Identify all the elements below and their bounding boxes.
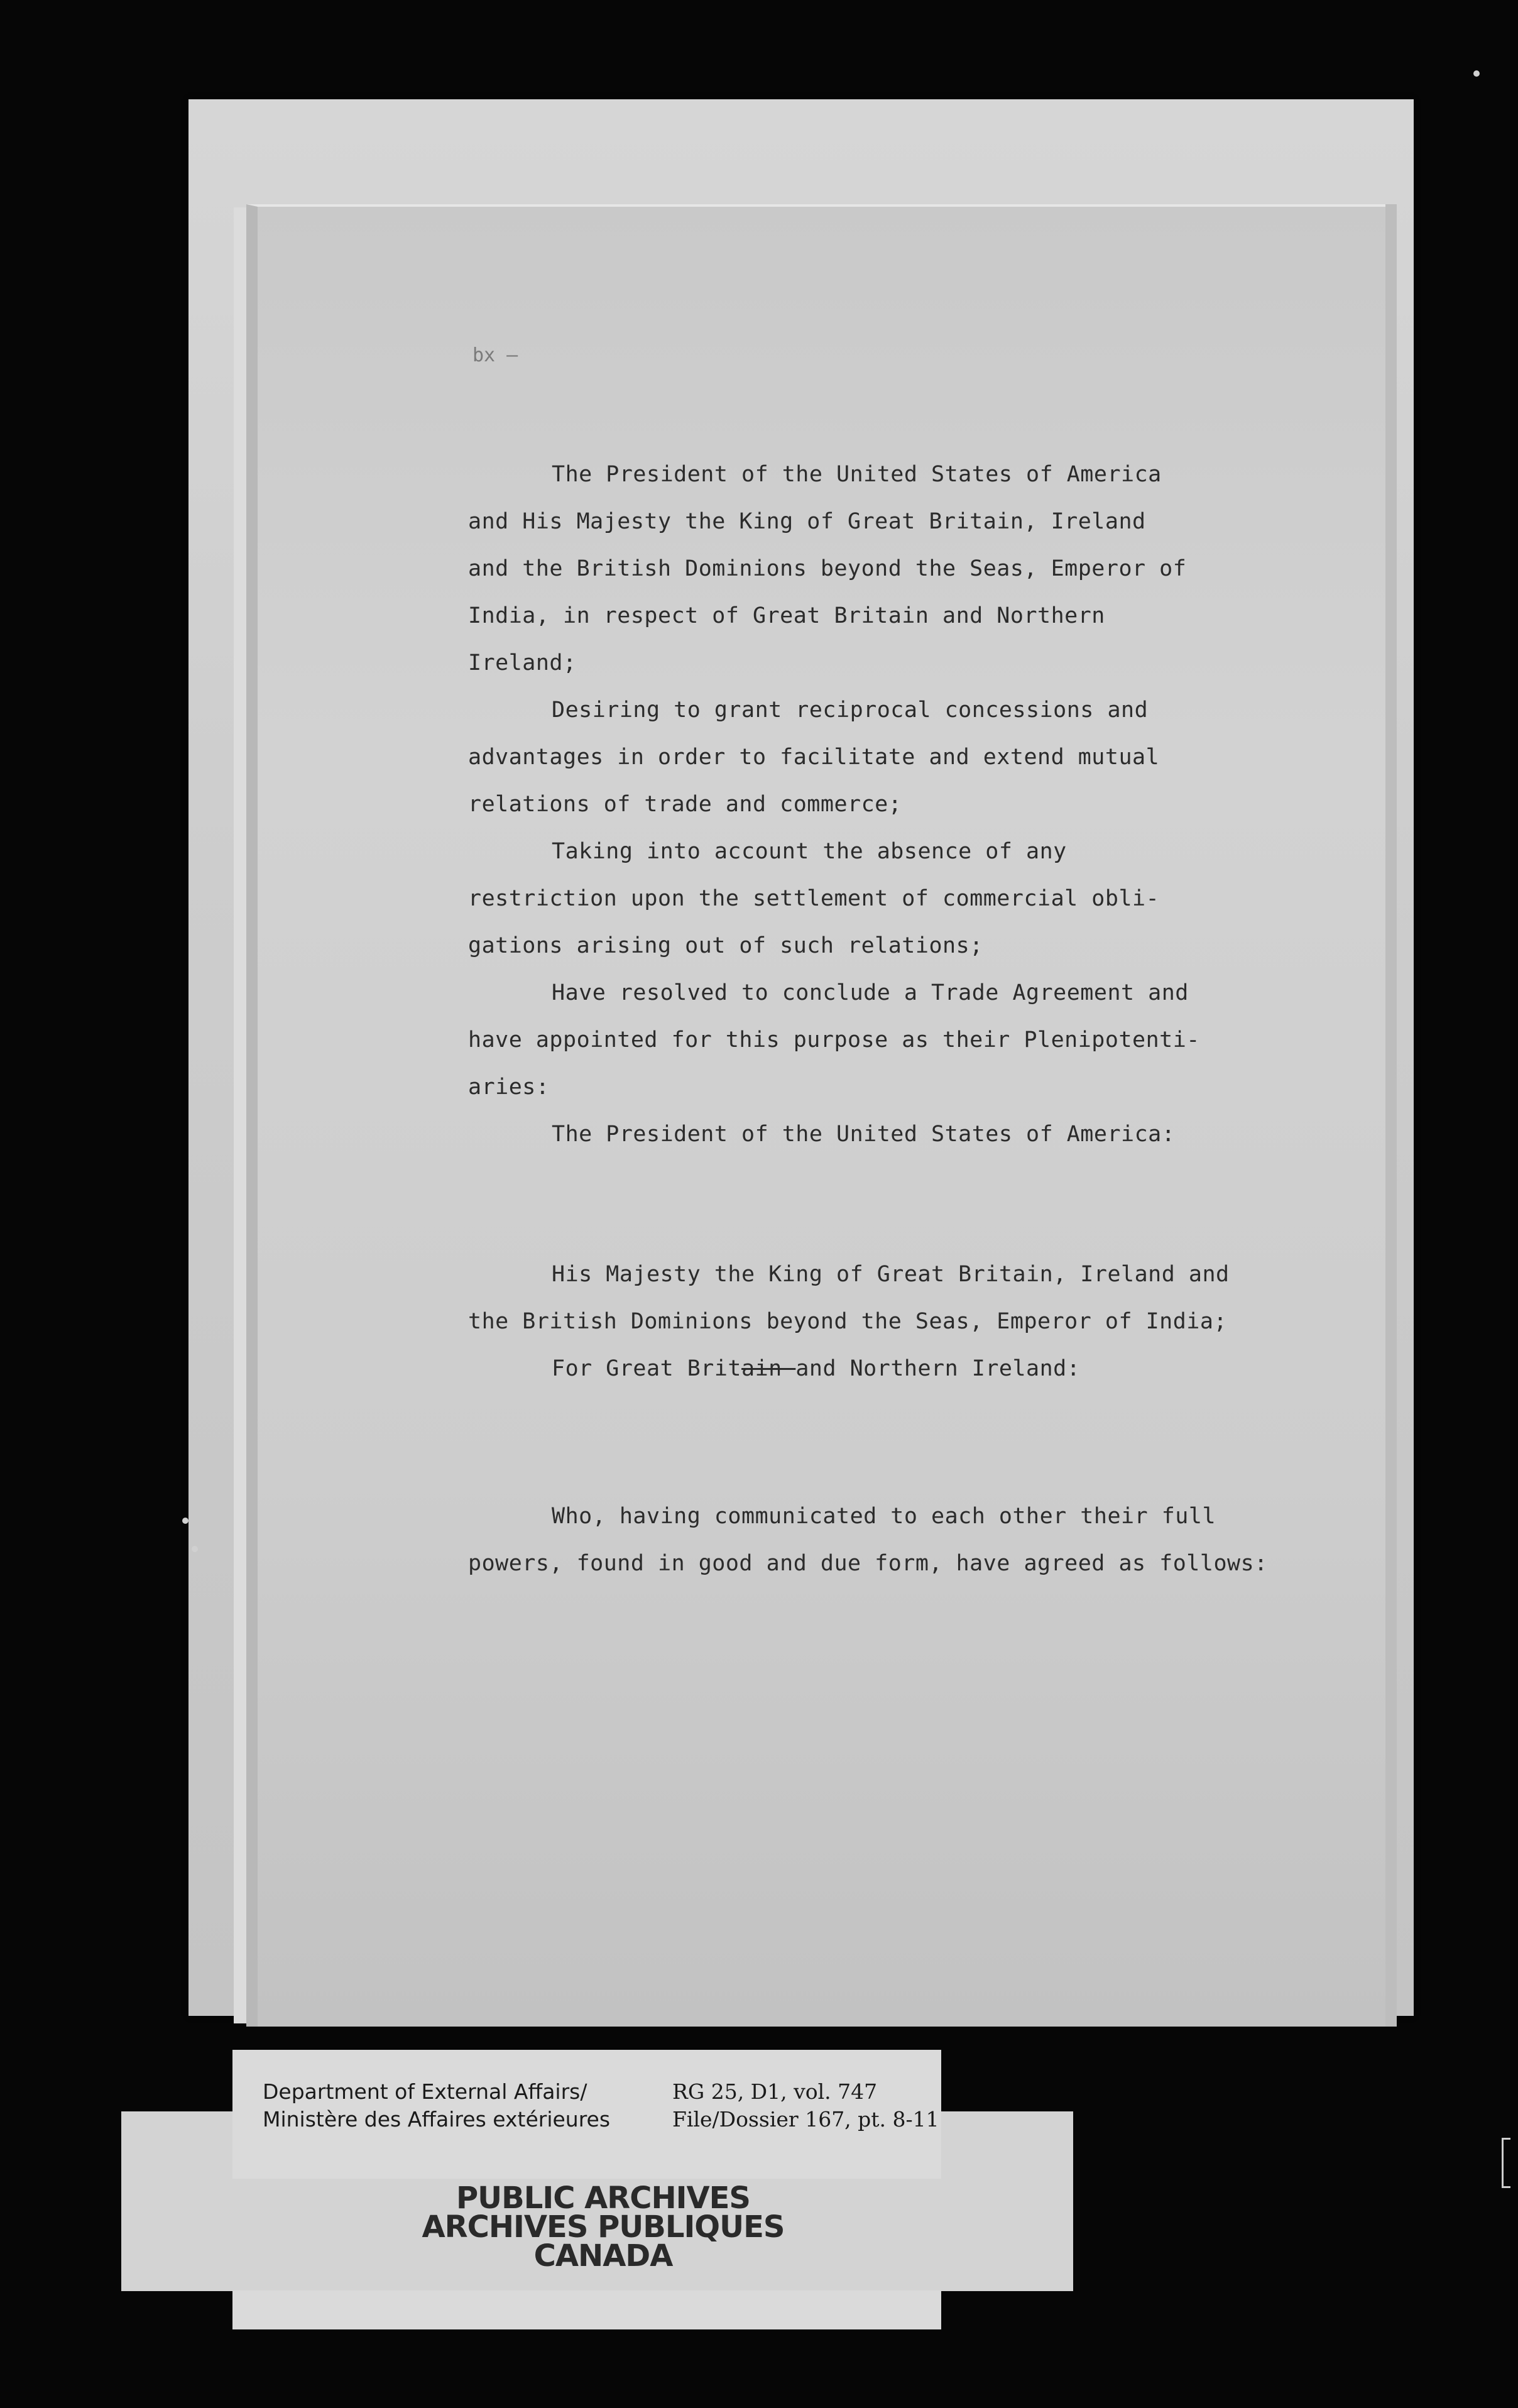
margin-note: bx —: [472, 344, 518, 366]
text-line: Ireland;: [468, 650, 577, 676]
archive-reference-label: [232, 2050, 941, 2179]
typed-text-block: [468, 451, 1348, 1587]
film-speck: [192, 1546, 198, 1552]
page-right-edge: [1385, 204, 1397, 2027]
for-suffix: and Northern Ireland:: [795, 1356, 1081, 1381]
text-line: India, in respect of Great Britain and Northern: [468, 603, 1105, 628]
file-dossier: File/Dossier 167, pt. 8-11: [672, 2107, 939, 2132]
stamp-line-fr: ARCHIVES PUBLIQUES: [422, 2209, 785, 2245]
text-line-for-great-britain: [468, 1345, 1348, 1393]
struck-text: ain: [741, 1356, 796, 1381]
public-archives-stamp: [352, 2181, 855, 2274]
label-bottom-strip: [232, 2290, 941, 2329]
stamp-line-en: PUBLIC ARCHIVES: [456, 2181, 750, 2216]
text-line: Desiring to grant reciprocal concessions and: [552, 698, 1149, 723]
text-line: relations of trade and commerce;: [468, 792, 902, 817]
department-name: [263, 2078, 610, 2133]
department-en: Department of External Affairs/: [263, 2079, 587, 2104]
stamp-line-country: CANADA: [533, 2238, 673, 2274]
text-line: Taking into account the absence of any: [552, 839, 1067, 864]
record-group: RG 25, D1, vol. 747: [672, 2079, 878, 2104]
department-fr: Ministère des Affaires extérieures: [263, 2107, 611, 2132]
page-left-edge: [234, 207, 246, 2023]
text-line: powers, found in good and due form, have agreed as follows:: [468, 1551, 1268, 1576]
text-line: gations arising out of such relations;: [468, 933, 983, 958]
film-speck: [182, 1518, 188, 1524]
film-speck: [1473, 70, 1480, 77]
text-line: the British Dominions beyond the Seas, Emperor of India;: [468, 1309, 1228, 1334]
text-line: advantages in order to facilitate and extend mutual: [468, 745, 1160, 770]
text-line: The President of the United States of America:: [552, 1122, 1176, 1147]
file-reference: [672, 2078, 939, 2133]
text-line: Have resolved to conclude a Trade Agreement and: [552, 980, 1189, 1005]
text-line: and His Majesty the King of Great Britain, Ireland: [468, 509, 1146, 534]
for-prefix: For Great Brit: [552, 1356, 742, 1381]
text-line: His Majesty the King of Great Britain, Ireland and: [552, 1262, 1230, 1287]
text-line: Who, having communicated to each other their full: [552, 1504, 1216, 1529]
signature-space: [468, 1158, 1348, 1251]
signature-space: [468, 1393, 1348, 1493]
text-line: and the British Dominions beyond the Seas, Emperor of: [468, 556, 1187, 581]
film-edge-mark: [1502, 2138, 1510, 2188]
text-line: restriction upon the settlement of commercial obli-: [468, 886, 1160, 911]
text-line: have appointed for this purpose as their Plenipotenti-: [468, 1027, 1200, 1053]
text-line: The President of the United States of America: [552, 462, 1162, 487]
text-line: aries:: [468, 1075, 550, 1100]
